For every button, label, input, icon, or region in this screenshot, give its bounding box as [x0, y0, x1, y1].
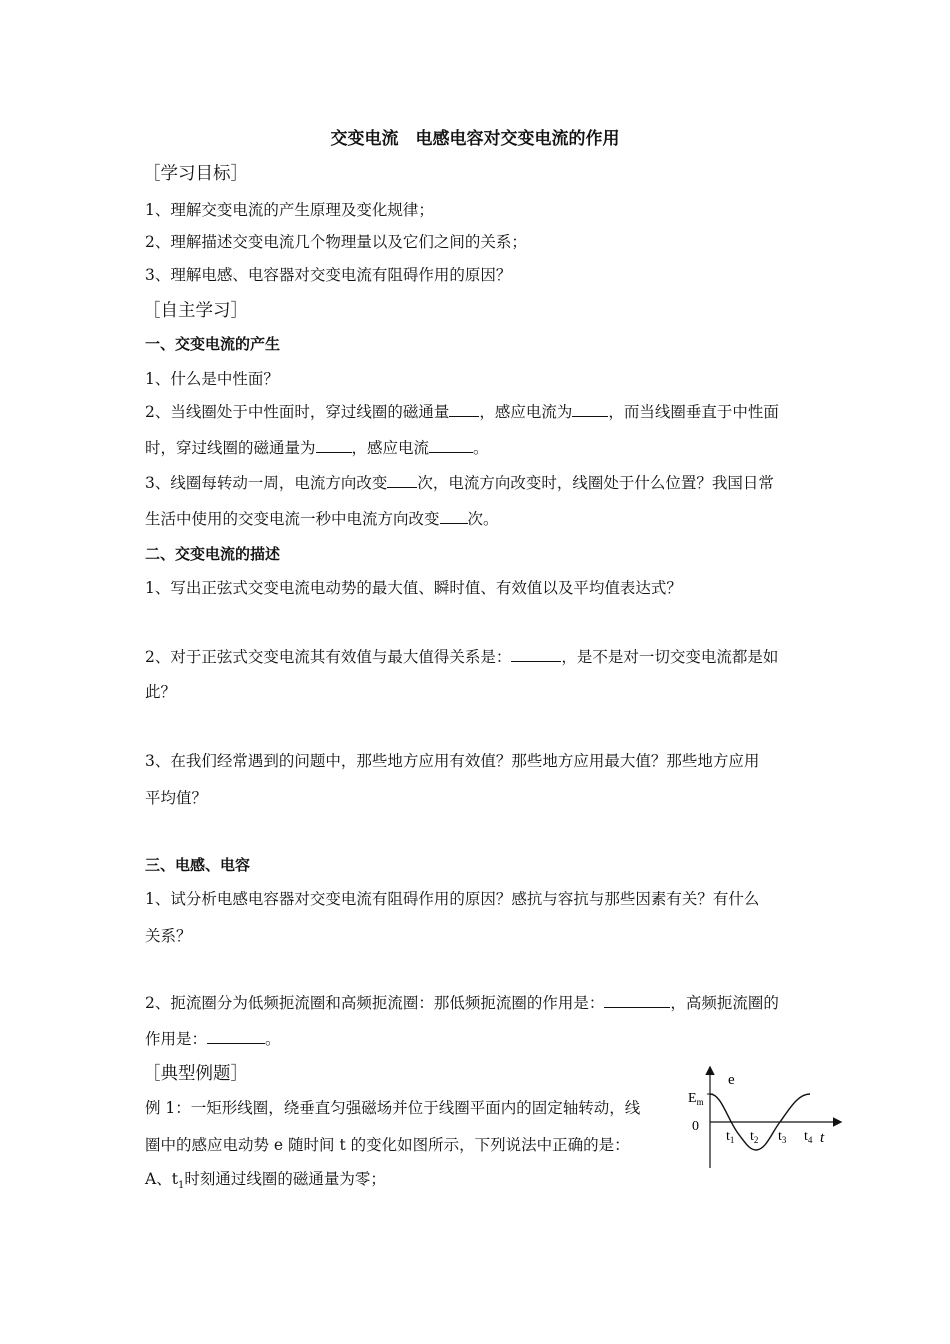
part1-q1: 1、什么是中性面？: [145, 370, 279, 388]
origin-label: 0: [692, 1119, 699, 1134]
x-axis-label: [820, 1130, 825, 1146]
tick-t3-main: t: [778, 1129, 782, 1144]
text: 2、扼流圈分为低频扼流圈和高频扼流圈：那低频扼流圈的作用是：: [145, 994, 605, 1012]
tick-t3: [778, 1129, 787, 1145]
tick-t1-main: t: [726, 1129, 730, 1144]
part2-q2-line1: [145, 645, 778, 667]
tick-t1: [726, 1129, 734, 1145]
part2-heading: 二、交变电流的描述: [145, 545, 281, 563]
answer-blank[interactable]: [449, 402, 479, 417]
em-label-main: E: [688, 1091, 697, 1106]
part1-q3-line2: [145, 507, 499, 529]
answer-blank[interactable]: [316, 438, 352, 453]
subscript: 1: [177, 1180, 185, 1192]
em-label-sub: m: [696, 1097, 704, 1107]
text: ，感应电流为: [479, 403, 573, 421]
answer-blank[interactable]: [440, 509, 468, 524]
part1-q3-line1: [145, 471, 774, 493]
em-label: [688, 1091, 704, 1107]
part1-q2-line1: [145, 400, 779, 422]
part2-q2-line2: 此？: [145, 683, 177, 701]
tick-t1-sub: 1: [729, 1135, 735, 1145]
objective-1: 1、理解交变电流的产生原理及变化规律；: [145, 201, 434, 219]
example1-line2: 圈中的感应电动势 e 随时间 t 的变化如图所示，下列说法中正确的是：: [145, 1136, 630, 1154]
part2-q3-line1: 3、在我们经常遇到的问题中，那些地方应用有效值？那些地方应用最大值？那些地方应用: [145, 752, 760, 770]
text: 2、对于正弦式交变电流其有效值与最大值得关系是：: [145, 648, 512, 666]
part3-q1-line1: 1、试分析电感电容器对交变电流有阻碍作用的原因？感抗与容抗与那些因素有关？有什么: [145, 890, 760, 908]
part3-q2-line1: [145, 991, 779, 1013]
text: ，而当线圈垂直于中性面: [608, 403, 779, 421]
examples-heading: ［典型例题］: [143, 1064, 248, 1084]
text: ，高频扼流圈的: [670, 994, 779, 1012]
tick-t4-main: t: [804, 1129, 808, 1144]
answer-blank[interactable]: [387, 473, 417, 488]
x-axis-label-text: t: [820, 1130, 825, 1146]
answer-blank[interactable]: [429, 438, 473, 453]
answer-blank[interactable]: [572, 402, 608, 417]
page-title: 交变电流 电感电容对交变电流的作用: [330, 129, 620, 149]
objective-3: 3、理解电感、电容器对交变电流有阻碍作用的原因？: [145, 266, 512, 284]
text: ，是不是对一切交变电流都是如: [561, 648, 779, 666]
text: A、t: [145, 1170, 178, 1188]
text: 。: [473, 439, 489, 457]
part1-heading: 一、交变电流的产生: [145, 335, 281, 353]
tick-t3-sub: 3: [781, 1135, 787, 1145]
text: 。: [265, 1030, 281, 1048]
part3-heading: 三、电感、电容: [145, 856, 251, 874]
text: 时，穿过线圈的磁通量为: [145, 439, 316, 457]
part3-q1-line2: 关系？: [145, 927, 192, 945]
tick-t4-sub: 4: [807, 1135, 813, 1145]
emf-time-graph: [680, 1062, 845, 1172]
text: 次，电流方向改变时，线圈处于什么位置？我国日常: [417, 474, 774, 492]
tick-t2-sub: 2: [753, 1135, 759, 1145]
text: ，感应电流: [351, 439, 430, 457]
option-a: [145, 1167, 386, 1191]
answer-blank[interactable]: [604, 993, 670, 1008]
y-axis-label: e: [728, 1072, 735, 1088]
example1-line1: 例 1：一矩形线圈，绕垂直匀强磁场并位于线圈平面内的固定轴转动，线: [145, 1099, 641, 1117]
objective-2: 2、理解描述交变电流几个物理量以及它们之间的关系；: [145, 233, 527, 251]
part2-q3-line2: 平均值？: [145, 789, 208, 807]
tick-t2-main: t: [750, 1129, 754, 1144]
text: 作用是：: [145, 1030, 208, 1048]
answer-blank[interactable]: [207, 1029, 265, 1044]
text: 2、当线圈处于中性面时，穿过线圈的磁通量: [145, 403, 450, 421]
text: 次。: [467, 510, 499, 528]
part1-q2-line2: [145, 436, 489, 458]
text: 时刻通过线圈的磁通量为零；: [184, 1170, 386, 1188]
tick-t4: [804, 1129, 813, 1145]
answer-blank[interactable]: [511, 647, 561, 662]
text: 3、线圈每转动一周，电流方向改变: [145, 474, 388, 492]
part2-q1: 1、写出正弦式交变电流电动势的最大值、瞬时值、有效值以及平均值表达式？: [145, 579, 682, 597]
part3-q2-line2: [145, 1027, 281, 1049]
self-study-heading: ［自主学习］: [143, 301, 248, 321]
tick-t2: [750, 1129, 758, 1145]
objectives-heading: ［学习目标］: [143, 164, 248, 184]
text: 生活中使用的交变电流一秒中电流方向改变: [145, 510, 440, 528]
